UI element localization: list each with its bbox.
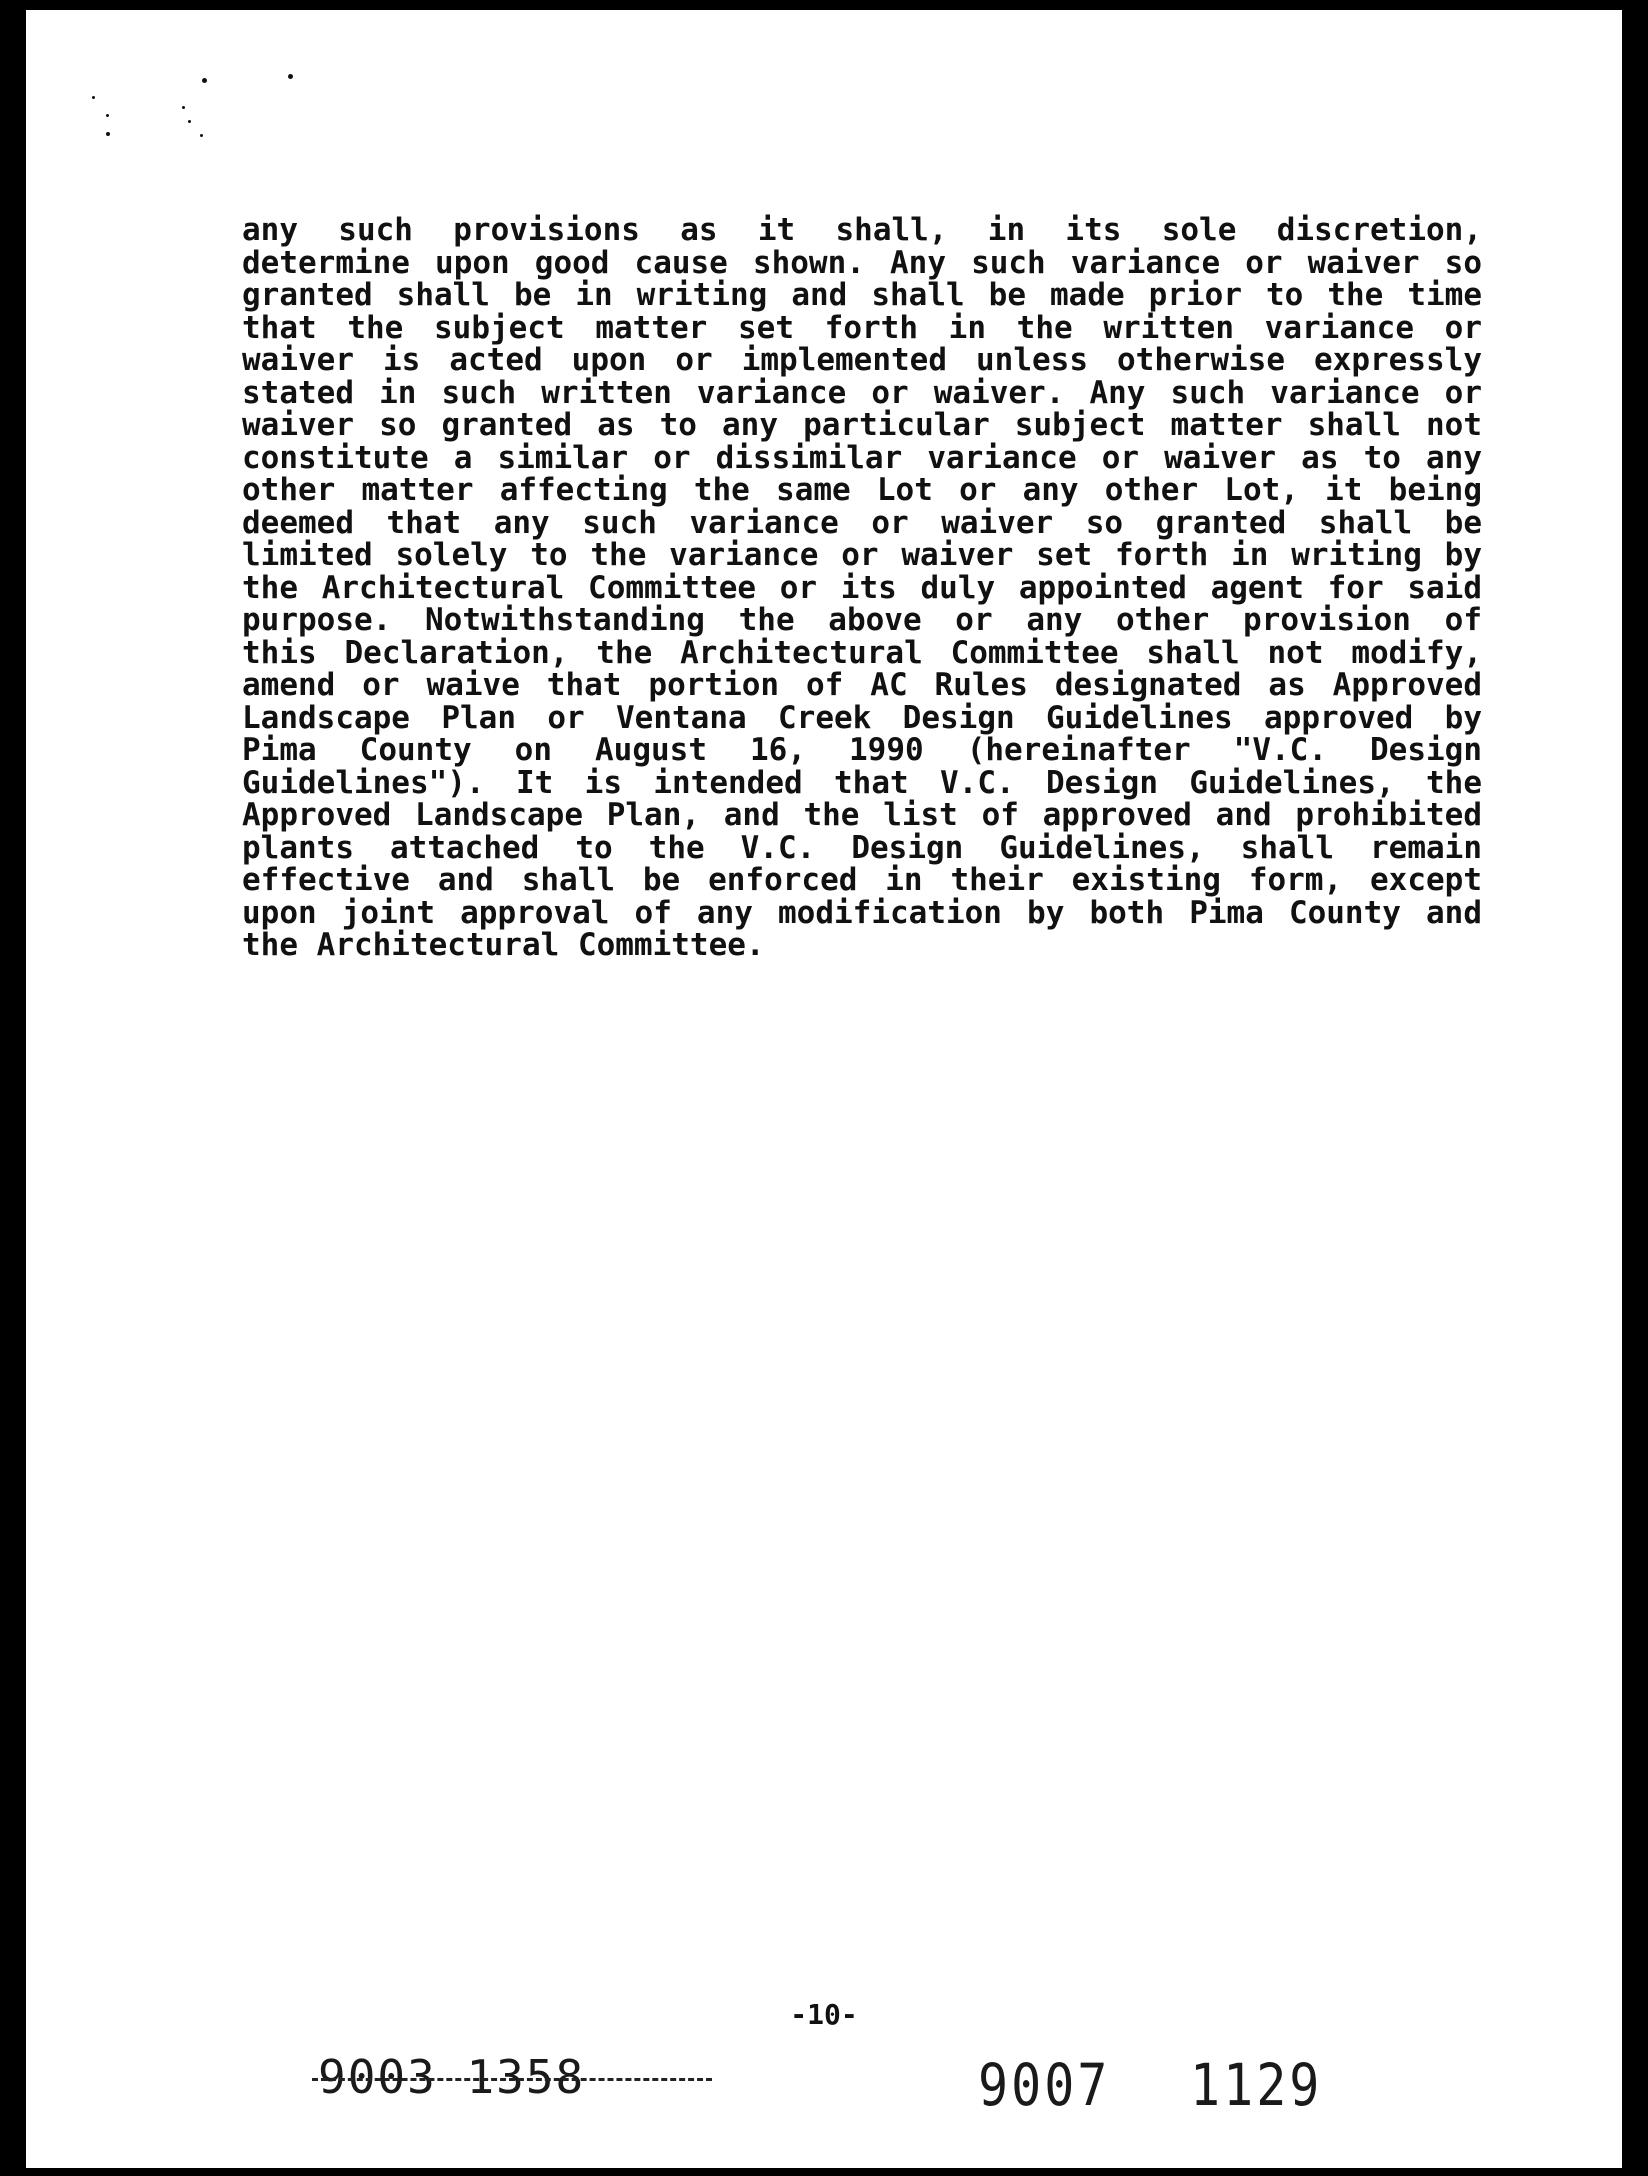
text-line: Approved Landscape Plan, and the list of approved and prohibited	[242, 797, 1482, 833]
scan-speck	[202, 78, 207, 83]
text-line: purpose. Notwithstanding the above or any other provision of	[242, 602, 1482, 638]
scan-speck	[188, 120, 191, 123]
text-line: waiver so granted as to any particular subject matter shall not	[242, 407, 1482, 443]
scan-speck	[200, 134, 203, 137]
text-line: plants attached to the V.C. Design Guidelines, shall remain	[242, 829, 1482, 866]
text-line: stated in such written variance or waiver. Any such variance or	[242, 374, 1482, 411]
text-line: constitute a similar or dissimilar variance or waiver as to any	[242, 439, 1482, 476]
text-line: Landscape Plan or Ventana Creek Design Guidelines approved by	[242, 699, 1482, 736]
docket-stamp: 9007	[978, 2052, 1111, 2119]
scan-speck	[182, 106, 185, 109]
text-line: the Architectural Committee or its duly appointed agent for said	[242, 569, 1482, 606]
page-stamp: 1129	[1190, 2052, 1323, 2119]
text-line: limited solely to the variance or waiver set forth in writing by	[242, 537, 1482, 573]
struck-docket-stamp: 9003 1358	[318, 2050, 586, 2104]
text-line: amend or waive that portion of AC Rules designated as Approved	[242, 667, 1482, 703]
text-line: the Architectural Committee.	[242, 927, 765, 963]
scan-speck	[92, 96, 95, 99]
text-line: any such provisions as it shall, in its sole discretion,	[242, 212, 1482, 248]
text-line: granted shall be in writing and shall be made prior to the time	[242, 277, 1482, 313]
text-line: other matter affecting the same Lot or any other Lot, it being	[242, 472, 1482, 508]
text-line: deemed that any such variance or waiver so granted shall be	[242, 504, 1482, 541]
text-line: upon joint approval of any modification by both Pima County and	[242, 894, 1482, 931]
strikethrough-line	[312, 2078, 712, 2081]
text-line: waiver is acted upon or implemented unless otherwise expressly	[242, 342, 1482, 378]
body-paragraph	[242, 214, 1482, 962]
text-line: effective and shall be enforced in their existing form, except	[242, 862, 1482, 898]
text-line: determine upon good cause shown. Any such variance or waiver so	[242, 244, 1482, 281]
text-line: this Declaration, the Architectural Committee shall not modify,	[242, 634, 1482, 671]
text-line: Pima County on August 16, 1990 (hereinafter "V.C. Design	[242, 732, 1482, 768]
scan-speck	[288, 74, 293, 79]
scan-speck	[106, 132, 110, 136]
page-number: -10-	[790, 1998, 858, 2031]
text-line: that the subject matter set forth in the written variance or	[242, 309, 1482, 346]
text-line: Guidelines"). It is intended that V.C. Design Guidelines, the	[242, 764, 1482, 801]
scan-speck	[106, 114, 109, 117]
